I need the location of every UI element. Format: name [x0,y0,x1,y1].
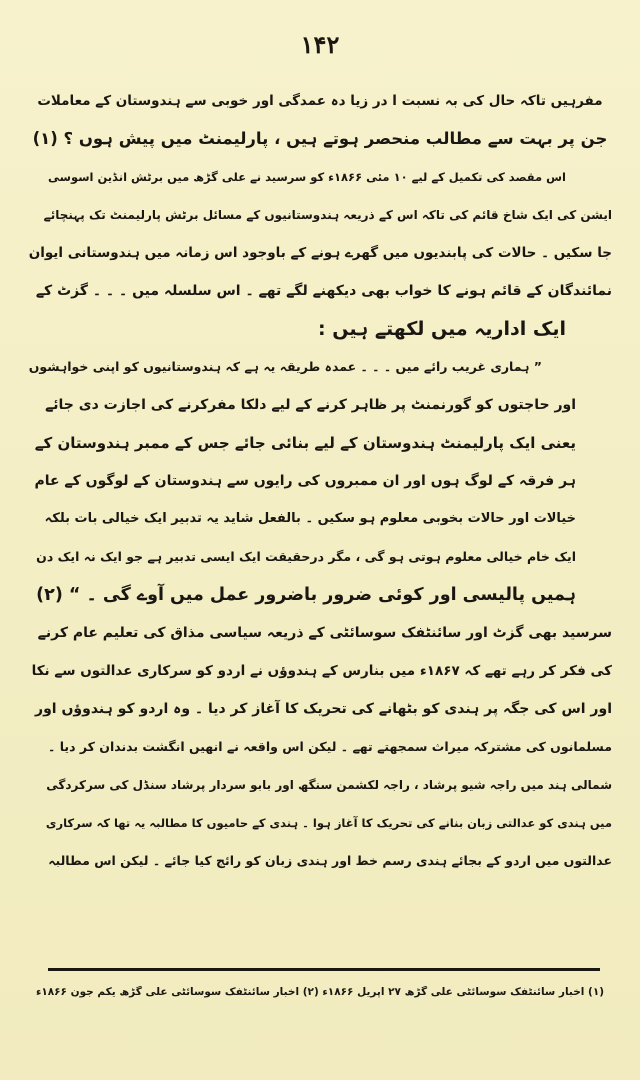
text-line: کی فکر کر رہے تھے کہ ۱۸۶۷ء میں بنارس کے ہندوؤں نے اردو کو سرکاری عدالتوں سے نکا [31,663,612,679]
text-line: ایشن کی ایک شاخ قائم کی تاکہ اس کے ذریعہ ہندوستانیوں کے مسائل برٹش پارلیمنٹ تک پہنچائے [43,208,612,222]
text-line: مسلمانوں کی مشترکہ میراث سمجھتے تھے ۔ لیکن اس واقعہ نے انھیں انگشت بدندان کر دیا ۔ [48,739,612,754]
text-line: نمائندگان کے قائم ہونے کا خواب بھی دیکھنے لگے تھے ۔ اس سلسلہ میں ۔ ۔ ۔ گزٹ کے [35,283,612,299]
text-line: سرسید بھی گزٹ اور سائنٹفک سوسائٹی کے ذریعہ سیاسی مذاق کی تعلیم عام کرنے [37,625,612,641]
text-line: جا سکیں ۔ حالات کی پابندیوں میں گھرے ہونے کے باوجود اس زمانہ میں ہندوستانی ایوان [28,245,612,261]
text-line: جن پر بہت سے مطالب منحصر ہوتے ہیں ، پارلیمنٹ میں پیش ہوں ؟ (۱) [32,129,608,148]
text-line: میں ہندی کو عدالتی زبان بنانے کی تحریک کا آغاز ہوا ۔ ہندی کے حامیوں کا مطالبہ یہ تھا کہ سرکاری [45,816,612,830]
text-line: شمالی ہند میں راجہ شیو پرشاد ، راجہ لکشمن سنگھ اور بابو سردار پرشاد سنڈل کی سرکردگی [46,778,612,792]
text-line: عدالتوں میں اردو کے بجائے ہندی رسم خط اور ہندی زبان کو رائج کیا جائے ۔ لیکن اس مطالبہ [48,853,612,868]
footnote-divider [48,968,600,971]
quote-line: ” ہماری غریب رائے میں ۔ ۔ ۔ عمدہ طریقہ یہ ہے کہ ہندوستانیوں کو اپنی خواہشوں [28,359,542,374]
text-line: اس مقصد کی تکمیل کے لیے ۱۰ مئی ۱۸۶۶ء کو سرسید نے علی گڑھ میں برٹش انڈین اسوسی [48,170,566,184]
text-line: مفرہیں تاکہ حال کی بہ نسبت ا در زیا دہ عمدگی اور خوبی سے ہندوستان کے معاملات [37,93,603,109]
body-text [28,82,612,880]
text-line: اور اس کی جگہ پر ہندی کو بٹھانے کی تحریک کا آغاز کر دیا ۔ وہ اردو کو ہندوؤں اور [35,701,612,717]
quote-line: یعنی ایک پارلیمنٹ ہندوستان کے لیے بنائی جائے جس کے ممبر ہندوستان کے [34,434,576,452]
quote-line: ایک خام خیالی معلوم ہوتی ہو گی ، مگر درحقیقت ایک ایسی تدبیر ہے جو ایک نہ ایک دن [36,549,576,564]
footnote: (۱) اخبار سائنٹفک سوسائٹی علی گڑھ ۲۷ اپریل ۱۸۶۶ء (۲) اخبار سائنٹفک سوسائٹی علی گڑھ یکم جون ۱۸۶۶ء [35,986,605,998]
quote-line: ہر فرقہ کے لوگ ہوں اور ان ممبروں کی رایوں سے ہندوستان کے لوگوں کے عام [34,473,576,489]
quote-line: ہمیں پالیسی اور کوئی ضرور باضرور عمل میں آوے گی ۔ “ (۲) [36,585,576,605]
quote-line: اور حاجتوں کو گورنمنٹ پر ظاہر کرنے کے لیے دلکا مفرکرنے کی اجازت دی جائے [45,397,576,413]
text-line: ایک اداریہ میں لکھتے ہیں : [318,318,566,340]
quote-line: خیالات اور حالات بخوبی معلوم ہو سکیں ۔ بالفعل شاید یہ تدبیر ایک خیالی بات بلکہ [44,511,576,526]
page-number: ۱۴۲ [300,30,340,59]
